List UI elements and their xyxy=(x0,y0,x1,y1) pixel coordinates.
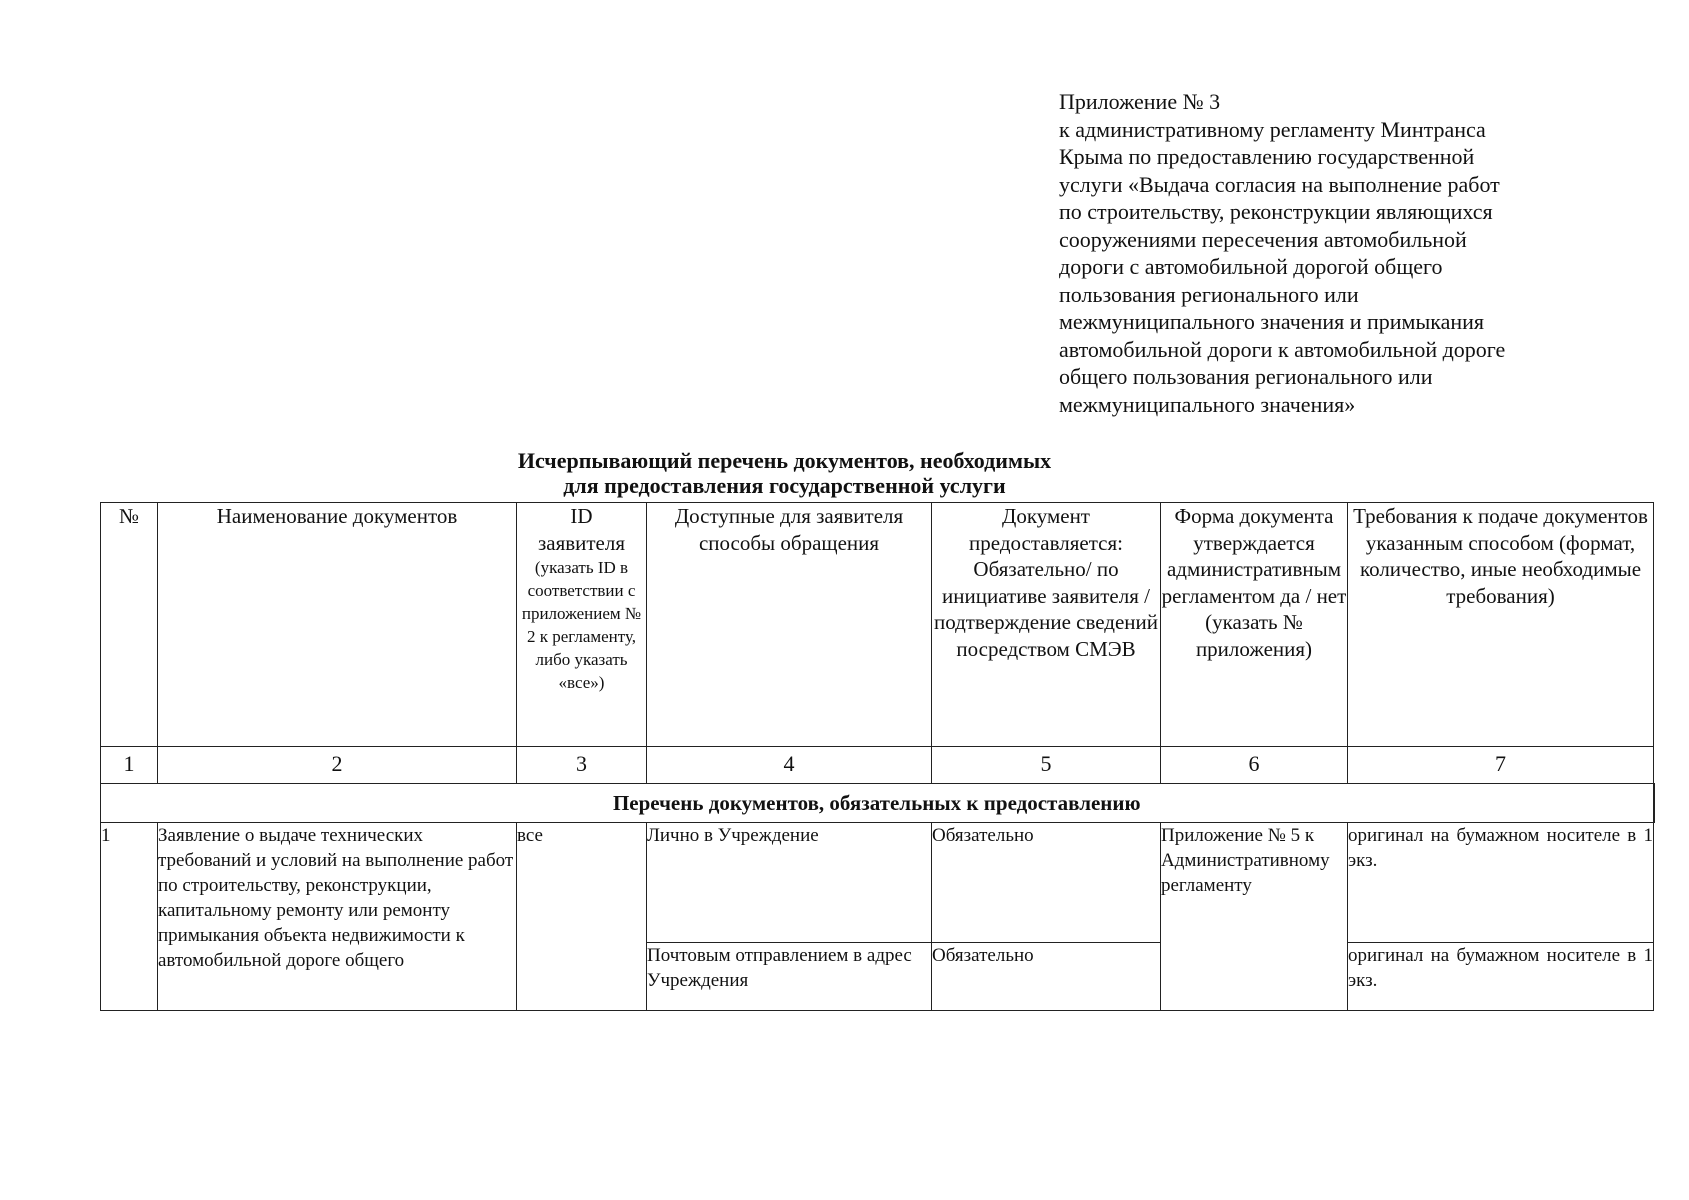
annex-line: Крыма по предоставлению государственной xyxy=(1059,144,1475,169)
header-requirements: Требования к подаче документов указанным способом (формат, количество, иные необходимые требования) xyxy=(1348,503,1654,747)
row-requirement: оригинал на бумажном носителе в 1 экз. xyxy=(1348,823,1654,943)
header-applicant-id xyxy=(517,503,647,747)
row-method: Почтовым отправлением в адрес Учреждения xyxy=(647,943,932,1011)
column-number: 4 xyxy=(647,747,932,784)
annex-line: межмуниципального значения» xyxy=(1059,391,1356,417)
document-title-line-2: для предоставления государственной услуги xyxy=(563,473,1006,498)
annex-line: автомобильной дороги к автомобильной дороге xyxy=(1059,336,1506,362)
header-id-note: (указать ID в соответствии с приложением № 2 к регламенту, либо указать «все») xyxy=(521,558,642,692)
row-applicant-id: все xyxy=(517,823,647,1011)
column-number: 7 xyxy=(1348,747,1654,784)
header-number: № xyxy=(101,503,158,747)
row-method: Лично в Учреждение xyxy=(647,823,932,943)
column-numbers-row xyxy=(101,747,1654,784)
column-number: 2 xyxy=(158,747,517,784)
annex-line: пользования регионального или xyxy=(1059,281,1359,307)
table-row xyxy=(101,823,1654,943)
header-form: Форма документа утверждается административным регламентом да / нет (указать № приложения) xyxy=(1161,503,1348,747)
row-provision: Обязательно xyxy=(932,943,1161,1011)
row-form: Приложение № 5 к Административному регламенту xyxy=(1161,823,1348,1011)
section-row xyxy=(101,784,1654,823)
document-title-line-1: Исчерпывающий перечень документов, необходимых xyxy=(517,448,1052,473)
annex-line: общего пользования регионального или xyxy=(1059,364,1433,389)
annex-line: сооружениями пересечения автомобильной xyxy=(1059,226,1467,252)
header-id-label: ID xyxy=(570,504,593,528)
header-row xyxy=(101,503,1654,747)
section-title: Перечень документов, обязательных к предоставлению xyxy=(101,784,1654,823)
header-id-word: заявителя xyxy=(537,530,626,555)
annex-line: услуги «Выдача согласия на выполнение работ xyxy=(1059,171,1500,197)
annex-block xyxy=(1059,88,1619,418)
header-provision: Документ предоставляется: Обязательно/ по инициативе заявителя /подтверждение сведений посредством СМЭВ xyxy=(932,503,1161,747)
row-document-name: Заявление о выдаче технических требований и условий на выполнение работ по строительству, реконструкции, капитальному ремонту или ремонту примыкания объекта недвижимости к автомобильной дороге общего xyxy=(158,823,517,1011)
header-document-name: Наименование документов xyxy=(158,503,517,747)
column-number: 6 xyxy=(1161,747,1348,784)
column-number: 3 xyxy=(517,747,647,784)
annex-line: к административному регламенту Минтранса xyxy=(1059,116,1486,142)
row-requirement: оригинал на бумажном носителе в 1 экз. xyxy=(1348,943,1654,1011)
column-number: 5 xyxy=(932,747,1161,784)
row-number: 1 xyxy=(101,823,158,1011)
header-methods: Доступные для заявителя способы обращения xyxy=(647,503,932,747)
annex-line: по строительству, реконструкции являющихся xyxy=(1059,199,1493,224)
annex-line: дороги с автомобильной дорогой общего xyxy=(1059,254,1443,279)
annex-line: межмуниципального значения и примыкания xyxy=(1059,309,1485,334)
documents-table xyxy=(100,502,1655,1011)
row-provision: Обязательно xyxy=(932,823,1161,943)
column-number: 1 xyxy=(101,747,158,784)
annex-title: Приложение № 3 xyxy=(1059,89,1221,114)
